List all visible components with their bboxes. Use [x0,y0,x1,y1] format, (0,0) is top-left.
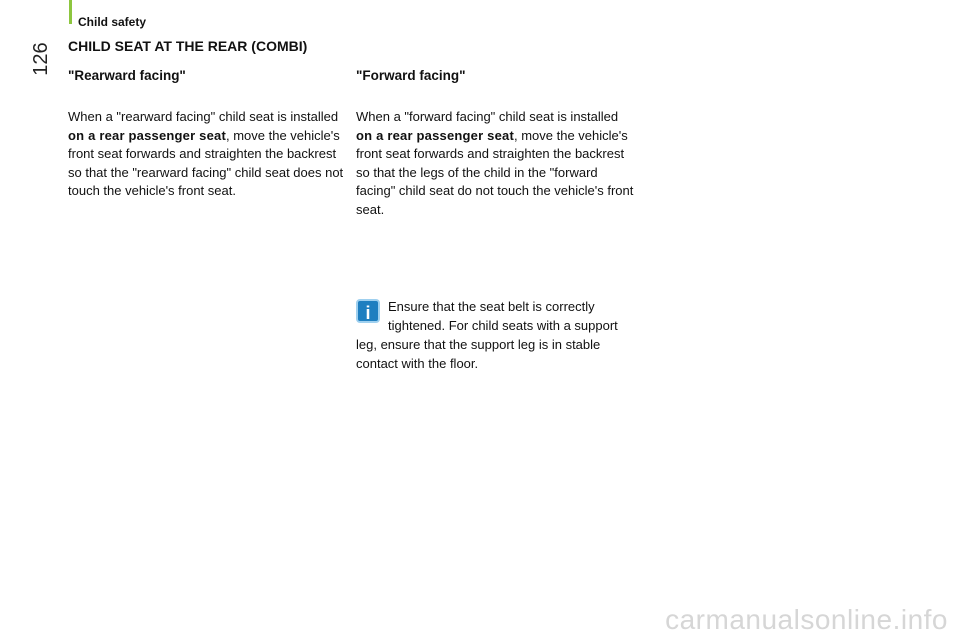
info-icon: i [356,299,380,323]
page-title: CHILD SEAT AT THE REAR (COMBI) [68,38,308,54]
section-accent-bar [69,0,72,24]
forward-text-bold: on a rear passenger seat [356,127,514,143]
info-note [356,297,631,373]
rearward-text-bold: on a rear passenger seat [68,127,226,143]
rearward-facing-heading: "Rearward facing" [68,68,186,83]
rearward-text-end: , move the vehicle's front seat forwards and straighten the backrest so that the "rearward facing" child seat does not touch the vehicle's front seat. [68,127,344,198]
page-number: 126 [29,42,52,76]
rearward-facing-text [68,108,348,201]
forward-text-start: When a "forward facing" child seat is installed [356,109,619,124]
rearward-text-start: When a "rearward facing" child seat is installed [68,109,339,124]
watermark: carmanualsonline.info [665,604,948,635]
forward-facing-text [356,108,636,219]
forward-text-end: , move the vehicle's front seat forwards and straighten the backrest so that the legs of the child in the "forward facing" child seat do not touch the vehicle's front seat. [356,127,634,217]
forward-facing-heading: "Forward facing" [356,68,466,83]
info-note-text: Ensure that the seat belt is correctly tightened. For child seats with a support leg, ensure that the support leg is in stable contact with the floor. [356,299,618,371]
section-label: Child safety [78,15,147,29]
